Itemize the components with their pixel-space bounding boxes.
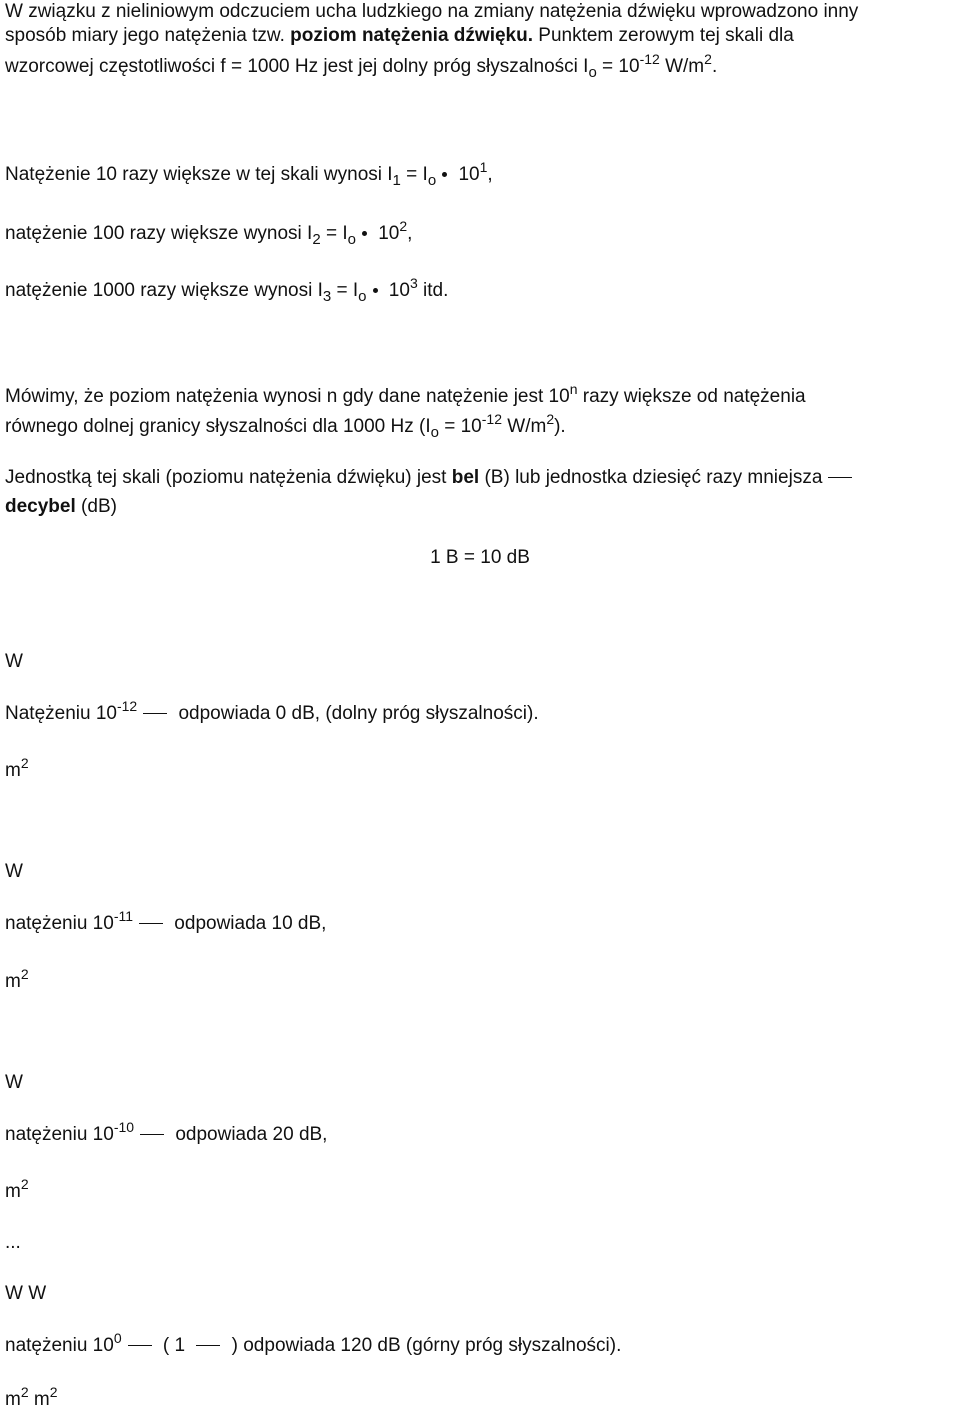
unit-denominator: m bbox=[5, 971, 21, 992]
intro-text-1: W związku z nieliniowym odczuciem ucha ludzkiego na zmiany natężenia dźwięku wprowadzono inny bbox=[5, 1, 859, 22]
em-dash bbox=[828, 477, 852, 478]
term-decibel: decybel bbox=[5, 496, 76, 517]
level-line-1 bbox=[5, 381, 806, 408]
intro-text-3b: = 10 bbox=[596, 56, 640, 77]
level-text: razy większe od natężenia bbox=[577, 386, 806, 407]
multiplication-dot bbox=[442, 172, 447, 177]
intro-line-2 bbox=[5, 25, 794, 47]
example-text: 10 bbox=[453, 164, 480, 185]
level-text: Mówimy, że poziom natężenia wynosi n gdy dane natężenie jest 10 bbox=[5, 386, 570, 407]
subscript: o bbox=[427, 172, 437, 189]
superscript: 2 bbox=[546, 411, 555, 427]
example-text: 10 bbox=[372, 223, 400, 244]
entry-text: natężeniu 10 bbox=[5, 1124, 114, 1145]
intro-text-2b: Punktem zerowym tej skali dla bbox=[533, 25, 794, 46]
entry-text: natężeniu 10 bbox=[5, 1335, 114, 1356]
superscript: -10 bbox=[113, 1119, 135, 1135]
ellipsis-text: ... bbox=[5, 1232, 21, 1253]
entry-3-numerator bbox=[5, 1072, 23, 1094]
unit-denominator: m bbox=[28, 1389, 50, 1410]
entry-3-line bbox=[5, 1119, 328, 1146]
unit-text: Jednostką tej skali (poziomu natężenia dźwięku) jest bbox=[5, 467, 452, 488]
multiplication-dot bbox=[362, 231, 367, 236]
example-line-2 bbox=[5, 218, 413, 248]
superscript: -12 bbox=[639, 51, 660, 67]
superscript: -12 bbox=[116, 698, 138, 714]
subscript: o bbox=[358, 288, 367, 305]
entry-text: natężeniu 10 bbox=[5, 913, 114, 934]
level-text: W/m bbox=[501, 416, 547, 437]
example-text: = I bbox=[331, 280, 359, 301]
superscript: 2 bbox=[20, 966, 29, 982]
unit-numerator: W W bbox=[5, 1283, 47, 1304]
entry-1-numerator bbox=[5, 651, 23, 673]
unit-numerator: W bbox=[5, 651, 23, 672]
superscript: 2 bbox=[20, 1176, 29, 1192]
entry-2-denominator bbox=[5, 966, 29, 993]
unit-denominator: m bbox=[5, 1181, 21, 1202]
example-text: , bbox=[407, 223, 413, 244]
superscript: 3 bbox=[409, 275, 418, 291]
example-text: , bbox=[487, 164, 493, 185]
superscript: -11 bbox=[113, 908, 134, 924]
unit-equation bbox=[0, 547, 960, 569]
example-text: natężenie 100 razy większe wynosi I bbox=[5, 223, 313, 244]
entry-3-denominator bbox=[5, 1176, 29, 1203]
intro-text-3c: W/m bbox=[659, 56, 705, 77]
intro-line-1 bbox=[5, 1, 858, 23]
fraction-bar bbox=[139, 923, 163, 924]
entry-2-numerator bbox=[5, 861, 23, 883]
example-line-1 bbox=[5, 159, 493, 189]
subscript: o bbox=[347, 231, 356, 248]
superscript: 2 bbox=[399, 218, 408, 234]
multiplication-dot bbox=[373, 288, 378, 293]
ellipsis bbox=[5, 1232, 21, 1254]
fraction-bar bbox=[143, 713, 167, 714]
intro-line-3 bbox=[5, 51, 718, 81]
last-numerator bbox=[5, 1283, 46, 1305]
unit-text: (B) lub jednostka dziesięć razy mniejsza bbox=[479, 467, 823, 488]
level-text: równego dolnej granicy słyszalności dla 1000 Hz (I bbox=[5, 416, 431, 437]
term-sound-level: poziom natężenia dźwięku. bbox=[290, 25, 533, 46]
superscript: 1 bbox=[479, 159, 488, 175]
example-text: = I bbox=[320, 223, 348, 244]
entry-1-denominator bbox=[5, 755, 29, 782]
entry-text: odpowiada 10 dB, bbox=[169, 913, 327, 934]
example-text: Natężenie 10 razy większe w tej skali wynosi I bbox=[5, 164, 393, 185]
intro-text-3a: wzorcowej częstotliwości f = 1000 Hz jest jej dolny próg słyszalności I bbox=[5, 56, 589, 77]
superscript: n bbox=[569, 381, 578, 397]
unit-numerator: W bbox=[5, 1072, 23, 1093]
intro-text-3d: . bbox=[711, 56, 718, 77]
level-text: ). bbox=[554, 416, 566, 437]
term-bel: bel bbox=[451, 467, 480, 488]
fraction-bar bbox=[128, 1345, 152, 1346]
example-text: itd. bbox=[417, 280, 449, 301]
example-text: = I bbox=[400, 164, 428, 185]
unit-text: (dB) bbox=[75, 496, 117, 517]
subscript: o bbox=[588, 64, 597, 81]
entry-text: odpowiada 20 dB, bbox=[170, 1124, 328, 1145]
fraction-bar bbox=[196, 1345, 220, 1346]
intro-text-2a: sposób miary jego natężenia tzw. bbox=[5, 25, 291, 46]
unit-denominator: m bbox=[5, 1389, 21, 1410]
superscript: 2 bbox=[20, 755, 29, 771]
entry-1-line bbox=[5, 698, 539, 725]
superscript: 2 bbox=[704, 51, 712, 67]
unit-line-2 bbox=[5, 496, 117, 518]
entry-text: ( 1 bbox=[157, 1335, 191, 1356]
example-text: natężenie 1000 razy większe wynosi I bbox=[5, 280, 323, 301]
last-line bbox=[5, 1330, 622, 1357]
entry-text: Natężeniu 10 bbox=[5, 703, 117, 724]
fraction-bar bbox=[140, 1134, 164, 1135]
superscript: -12 bbox=[481, 411, 502, 427]
subscript: 2 bbox=[312, 231, 321, 248]
example-text: 10 bbox=[383, 280, 410, 301]
level-text: = 10 bbox=[438, 416, 482, 437]
unit-numerator: W bbox=[5, 861, 23, 882]
superscript: 2 bbox=[49, 1384, 58, 1400]
equation-text: 1 B = 10 dB bbox=[430, 547, 530, 568]
subscript: 1 bbox=[392, 172, 401, 189]
unit-denominator: m bbox=[5, 760, 21, 781]
subscript: 3 bbox=[322, 288, 332, 305]
entry-text: odpowiada 0 dB, (dolny próg słyszalności). bbox=[173, 703, 539, 724]
last-denominator bbox=[5, 1384, 58, 1411]
superscript: 0 bbox=[113, 1330, 122, 1346]
example-line-3 bbox=[5, 275, 449, 305]
entry-text: ) odpowiada 120 dB (górny próg słyszalności). bbox=[226, 1335, 622, 1356]
subscript: o bbox=[430, 424, 439, 441]
level-line-2 bbox=[5, 411, 566, 441]
entry-2-line bbox=[5, 908, 327, 935]
superscript: 2 bbox=[20, 1384, 29, 1400]
unit-line-1 bbox=[5, 467, 858, 489]
